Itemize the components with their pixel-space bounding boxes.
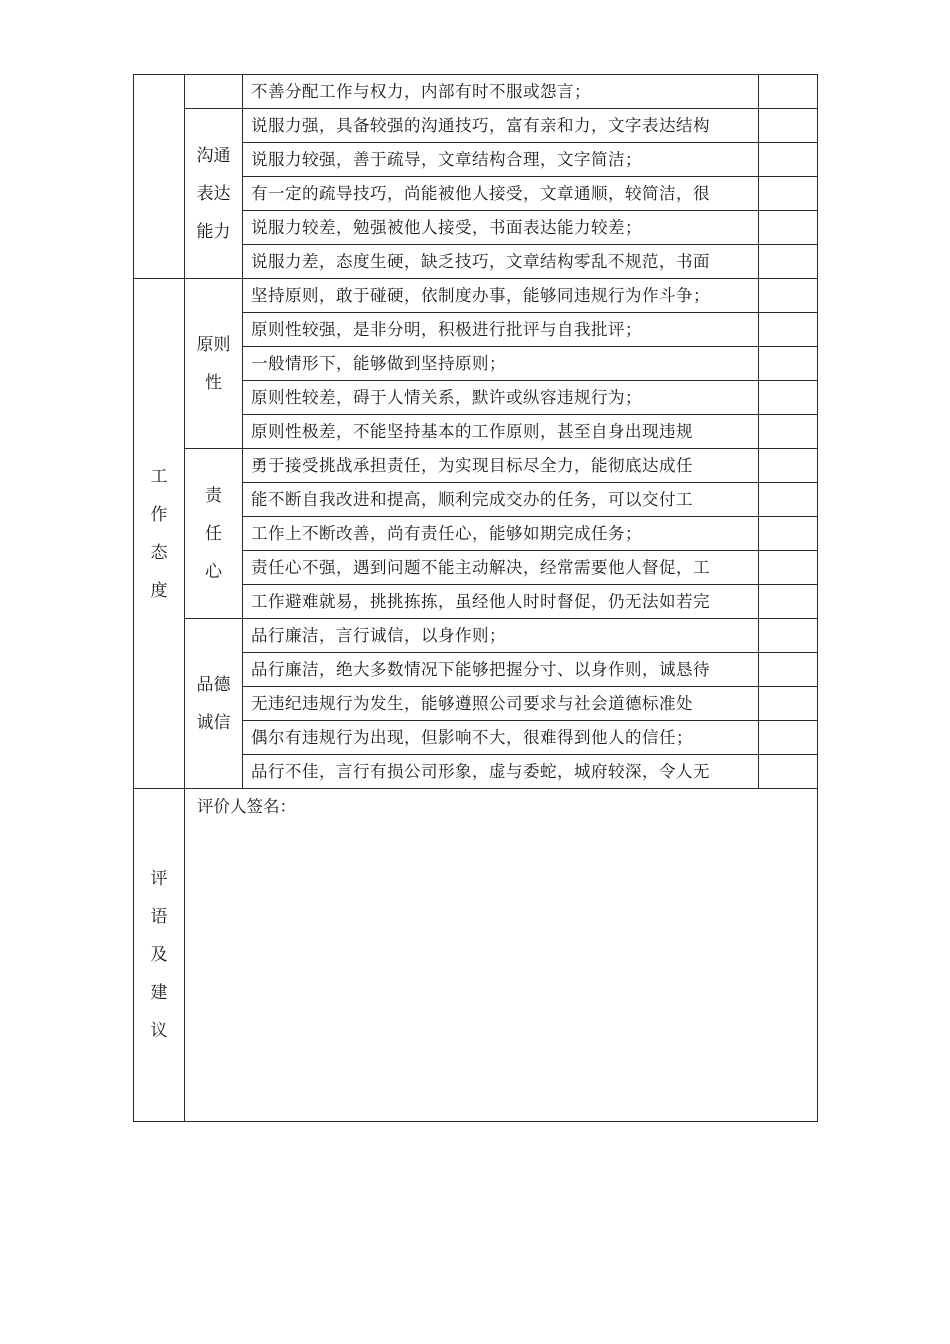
score-cell[interactable] [759,347,818,381]
criterion-text: 坚持原则，敢于碰硬，依制度办事，能够同违规行为作斗争； [243,279,759,313]
score-cell[interactable] [759,109,818,143]
score-cell[interactable] [759,619,818,653]
criterion-text: 说服力较差，勉强被他人接受，书面表达能力较差； [243,211,759,245]
criterion-text: 品行廉洁，绝大多数情况下能够把握分寸、以身作则，诚恳待 [243,653,759,687]
criterion-text: 工作避难就易，挑挑拣拣，虽经他人时时督促，仍无法如若完 [243,585,759,619]
score-cell[interactable] [759,687,818,721]
criterion-text: 勇于接受挑战承担责任，为实现目标尽全力，能彻底达成任 [243,449,759,483]
criterion-text: 有一定的疏导技巧，尚能被他人接受，文章通顺，较简洁，很 [243,177,759,211]
criterion-text: 原则性较差，碍于人情关系，默许或纵容违规行为； [243,381,759,415]
category-cell-empty [134,75,185,279]
table-row [134,109,818,143]
subcategory-label: 沟通表达能力 [196,145,231,242]
score-cell[interactable] [759,551,818,585]
category-work-attitude [134,279,185,789]
criterion-text: 品行不佳，言行有损公司形象，虚与委蛇，城府较深，令人无 [243,755,759,789]
evaluation-table [133,74,818,1122]
score-cell[interactable] [759,415,818,449]
score-cell[interactable] [759,279,818,313]
comments-area[interactable] [185,789,818,1122]
score-cell[interactable] [759,755,818,789]
criterion-text: 说服力差，态度生硬，缺乏技巧，文章结构零乱不规范，书面 [243,245,759,279]
score-cell[interactable] [759,721,818,755]
score-cell[interactable] [759,75,818,109]
criterion-text: 一般情形下，能够做到坚持原则； [243,347,759,381]
score-cell[interactable] [759,653,818,687]
score-cell[interactable] [759,211,818,245]
criterion-text: 能不断自我改进和提高，顺利完成交办的任务，可以交付工 [243,483,759,517]
criterion-text: 偶尔有违规行为出现，但影响不大，很难得到他人的信任； [243,721,759,755]
score-cell[interactable] [759,449,818,483]
subcategory-label: 责任心 [205,485,222,582]
subcategory-principle [185,279,243,449]
subcategory-integrity [185,619,243,789]
comments-label: 评语及建议 [150,869,168,1041]
comments-label-cell [134,789,185,1122]
table-row [134,279,818,313]
criterion-text: 责任心不强，遇到问题不能主动解决，经常需要他人督促，工 [243,551,759,585]
criterion-text: 原则性极差，不能坚持基本的工作原则，甚至自身出现违规 [243,415,759,449]
subcategory-responsibility [185,449,243,619]
criterion-text: 品行廉洁，言行诚信，以身作则； [243,619,759,653]
criterion-text: 无违纪违规行为发生，能够遵照公司要求与社会道德标准处 [243,687,759,721]
table-row [134,449,818,483]
comments-row [134,789,818,1122]
score-cell[interactable] [759,585,818,619]
signature-label: 评价人签名： [197,797,296,816]
score-cell[interactable] [759,517,818,551]
subcategory-cell-empty [185,75,243,109]
score-cell[interactable] [759,245,818,279]
subcategory-label: 原则性 [196,334,231,393]
score-cell[interactable] [759,177,818,211]
score-cell[interactable] [759,143,818,177]
subcategory-label: 品德诚信 [196,674,231,733]
criterion-text: 说服力较强，善于疏导，文章结构合理，文字简洁； [243,143,759,177]
table-row [134,75,818,109]
subcategory-communication [185,109,243,279]
score-cell[interactable] [759,313,818,347]
table-row [134,619,818,653]
score-cell[interactable] [759,381,818,415]
criterion-text: 工作上不断改善，尚有责任心，能够如期完成任务； [243,517,759,551]
criterion-text: 不善分配工作与权力，内部有时不服或怨言； [243,75,759,109]
criterion-text: 说服力强，具备较强的沟通技巧，富有亲和力，文字表达结构 [243,109,759,143]
category-label: 工作态度 [150,466,168,601]
score-cell[interactable] [759,483,818,517]
criterion-text: 原则性较强，是非分明，积极进行批评与自我批评； [243,313,759,347]
